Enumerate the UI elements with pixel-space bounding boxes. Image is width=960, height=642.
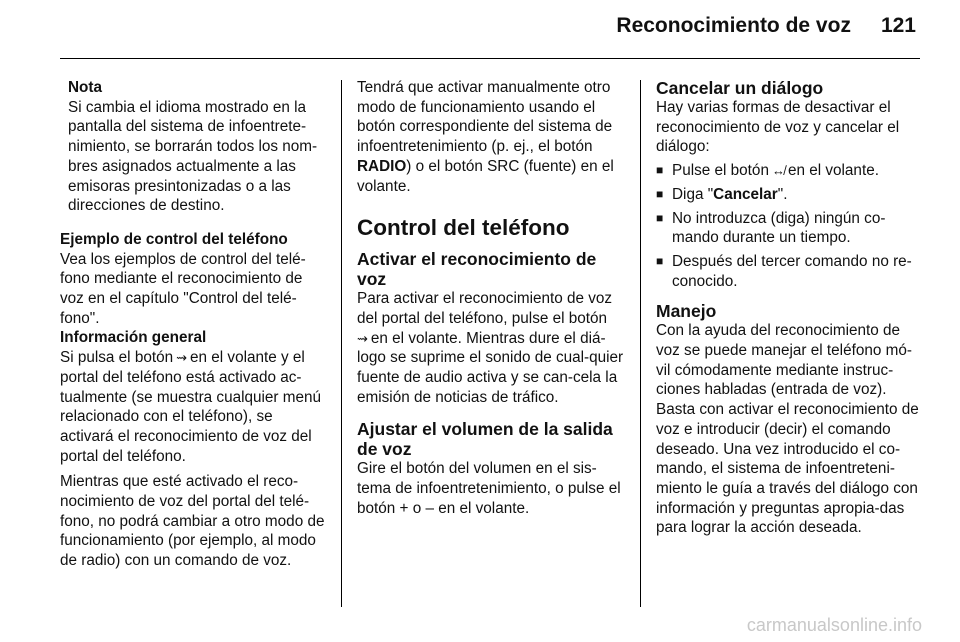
radio-button-label: RADIO — [357, 157, 407, 175]
intro-text-b: ) o el botón SRC (fuente) en el volante. — [357, 157, 614, 195]
ejemplo-text: Vea los ejemplos de control del telé-fono mediante el reconocimiento de voz en el capítulo "Control del telé-fono". — [60, 250, 306, 327]
bullet3: No introduzca (diga) ningún co-mando durante un tiempo. — [672, 209, 886, 247]
list-item — [656, 185, 924, 205]
info-text-a: Si pulsa el botón — [60, 349, 174, 367]
manejo-title: Manejo — [656, 301, 717, 322]
cancelar-command: Cancelar — [713, 185, 778, 203]
square-bullet-icon: ■ — [656, 186, 664, 201]
intro-text-a: Tendrá que activar manualmente otro modo de funcionamiento usando el botón correspondiente del sistema de infoentretenimiento (p. ej., el botón — [357, 79, 613, 156]
voice-recognition-icon: ⇝ — [176, 350, 188, 366]
column-1 — [60, 78, 328, 571]
column-divider-2 — [640, 80, 641, 607]
page-title: Reconocimiento de voz — [616, 14, 851, 37]
cancelar-text: Hay varias formas de desactivar el reconocimiento de voz y cancelar el diálogo: — [656, 99, 900, 156]
info-text — [60, 348, 328, 466]
column-2 — [357, 78, 625, 519]
page-number: 121 — [880, 14, 916, 37]
bullet1-a: Pulse el botón — [672, 162, 769, 180]
list-item — [656, 209, 924, 248]
square-bullet-icon: ■ — [656, 253, 664, 268]
square-bullet-icon: ■ — [656, 210, 664, 225]
info-title: Información general — [60, 329, 207, 347]
column-divider-1 — [341, 80, 342, 607]
activar-title: Activar el reconocimiento de voz — [357, 249, 597, 290]
list-item — [656, 252, 924, 291]
cancelar-title: Cancelar un diálogo — [656, 78, 824, 98]
page-header — [616, 14, 916, 38]
note-text: Si cambia el idioma mostrado en la pantalla del sistema de infoentrete-nimiento, se borrarán todos los nom-bres asignados actualmente a las emisoras presintonizadas o a las direcciones de destino. — [68, 98, 318, 215]
activar-text-b: en el volante. Mientras dure el diá-logo se suprime el sonido de cual-quier fuente de audio activa y se can-cela la emisión de noticias de tráfico. — [357, 329, 624, 406]
watermark: carmanualsonline.info — [746, 615, 922, 635]
bullet1-b: en el volante. — [787, 162, 879, 180]
column-3 — [656, 78, 924, 538]
activar-text-a: Para activar el reconocimiento de voz del portal del teléfono, pulse el botón — [357, 290, 613, 327]
bullet2-a: Diga " — [672, 185, 714, 203]
bullet2-c: ". — [777, 185, 788, 203]
header-rule — [60, 58, 920, 59]
activar-text — [357, 289, 625, 407]
list-item — [656, 161, 924, 181]
info-text-2: Mientras que esté activado el reco-nocimiento de voz del portal del telé-fono, no podrá cambiar a otro modo de funcionamiento (por ejemplo, al modo de radio) con un comando de voz. — [60, 473, 325, 570]
note-box — [60, 78, 328, 216]
ajustar-text: Gire el botón del volumen en el sis-tema de infoentretenimiento, o pulse el botón + o – en el volante. — [357, 460, 621, 517]
square-bullet-icon: ■ — [656, 163, 664, 178]
ejemplo-title: Ejemplo de control del teléfono — [60, 230, 288, 248]
section-heading: Control del teléfono — [357, 215, 570, 241]
manejo-text: Con la ayuda del reconocimiento de voz se puede manejar el teléfono mó-vil cómodamente mediante instruc-ciones habladas (entrada de voz). Basta con activar el reconocimiento de voz e introducir (decir) el comando deseado. Una vez introducido el co-mando, el sistema de infoentreteni-miento le guía a través del diálogo con información y preguntas apropia-das para lograr la acción deseada. — [656, 322, 919, 537]
cancel-list — [656, 161, 924, 291]
voice-recognition-icon: ⇝ — [357, 330, 368, 346]
voice-cancel-icon: ↮ — [771, 163, 785, 179]
info-text-b: en el volante y el portal del teléfono está activado ac-tualmente (se muestra cualquier menú relacionado con el teléfono), se activará el reconocimiento de voz del portal del teléfono. — [60, 349, 322, 465]
bullet4: Después del tercer comando no re-conocido. — [672, 252, 912, 290]
ajustar-title: Ajustar el volumen de la salida de voz — [357, 419, 613, 460]
intro-text — [357, 78, 625, 196]
note-label: Nota — [68, 79, 102, 96]
